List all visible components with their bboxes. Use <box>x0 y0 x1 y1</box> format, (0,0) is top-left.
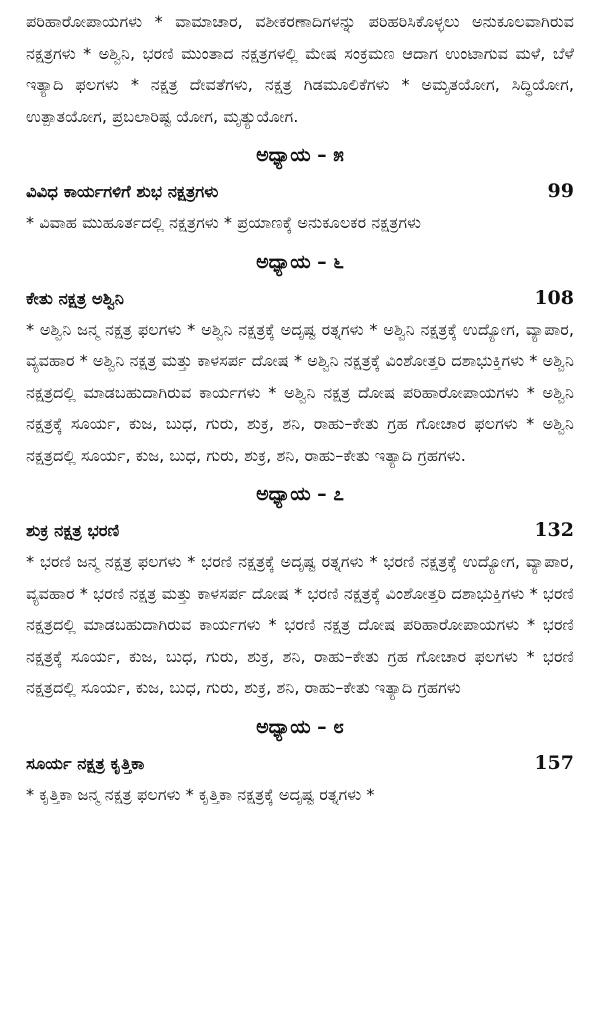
entry-description-8: * ಕೃತ್ತಿಕಾ ಜನ್ಮ ನಕ್ಷತ್ರ ಫಲಗಳು * ಕೃತ್ತಿಕಾ ನಕ್ಷತ್ರಕ್ಕೆ ಅದೃಷ್ಟ ರತ್ನಗಳು * <box>26 784 375 804</box>
toc-entry-6 <box>26 283 574 314</box>
chapter-heading-8: ಅಧ್ಯಾಯ – ೮ <box>256 715 344 738</box>
entry-description-6: * ಅಶ್ವಿನಿ ಜನ್ಮ ನಕ್ಷತ್ರ ಫಲಗಳು * ಅಶ್ವಿನಿ ನಕ್ಷತ್ರಕ್ಕೆ ಅದೃಷ್ಟ ರತ್ನಗಳು * ಅಶ್ವಿನಿ ನಕ್ಷತ್ರಕ್ಕೆ ಉದ್ಯೋಗ, ವ್ಯಾಪಾರ, ವ್ಯವಹಾರ * ಅಶ್ವಿನಿ ನಕ್ಷತ್ರ ಮತ್ತು ಕಾಳಸರ್ಪ ದೋಷ * ಅಶ್ವಿನಿ ನಕ್ಷತ್ರಕ್ಕೆ ವಿಂಶೋತ್ತರಿ ದಶಾಭುಕ್ತಿಗಳು * ಅಶ್ವಿನಿ ನಕ್ಷತ್ರದಲ್ಲಿ ಮಾಡಬಹುದಾಗಿರುವ ಕಾರ್ಯಗಳು * ಅಶ್ವಿನಿ ನಕ್ಷತ್ರ ದೋಷ ಪರಿಹಾರೋಪಾಯಗಳು * ಅಶ್ವಿನಿ ನಕ್ಷತ್ರಕ್ಕೆ ಸೂರ್ಯ, ಕುಜ, ಬುಧ, ಗುರು, ಶುಕ್ರ, ಶನಿ, ರಾಹು–ಕೇತು ಗ್ರಹ ಗೋಚಾರ ಫಲಗಳು * ಅಶ್ವಿನಿ ನಕ್ಷತ್ರದಲ್ಲಿ ಸೂರ್ಯ, ಕುಜ, ಬುಧ, ಗುರು, ಶುಕ್ರ, ಶನಿ, ರಾಹು–ಕೇತು ಇತ್ಯಾದಿ ಗ್ರಹಗಳು. <box>26 319 574 465</box>
entry-title: ವಿವಿಧ ಕಾರ್ಯಗಳಿಗೆ ಶುಭ ನಕ್ಷತ್ರಗಳು <box>26 182 219 201</box>
entry-description-7: * ಭರಣಿ ಜನ್ಮ ನಕ್ಷತ್ರ ಫಲಗಳು * ಭರಣಿ ನಕ್ಷತ್ರಕ್ಕೆ ಅದೃಷ್ಟ ರತ್ನಗಳು * ಭರಣಿ ನಕ್ಷತ್ರಕ್ಕೆ ಉದ್ಯೋಗ, ವ್ಯಾಪಾರ, ವ್ಯವಹಾರ * ಭರಣಿ ನಕ್ಷತ್ರ ಮತ್ತು ಕಾಳಸರ್ಪ ದೋಷ * ಭರಣಿ ನಕ್ಷತ್ರಕ್ಕೆ ವಿಂಶೋತ್ತರಿ ದಶಾಭುಕ್ತಿಗಳು * ಭರಣಿ ನಕ್ಷತ್ರದಲ್ಲಿ ಮಾಡಬಹುದಾಗಿರುವ ಕಾರ್ಯಗಳು * ಭರಣಿ ನಕ್ಷತ್ರ ದೋಷ ಪರಿಹಾರೋಪಾಯಗಳು * ಭರಣಿ ನಕ್ಷತ್ರಕ್ಕೆ ಸೂರ್ಯ, ಕುಜ, ಬುಧ, ಗುರು, ಶುಕ್ರ, ಶನಿ, ರಾಹು–ಕೇತು ಗ್ರಹ ಗೋಚಾರ ಫಲಗಳು * ಭರಣಿ ನಕ್ಷತ್ರದಲ್ಲಿ ಸೂರ್ಯ, ಕುಜ, ಬುಧ, ಗುರು, ಶುಕ್ರ, ಶನಿ, ರಾಹು–ಕೇತು ಇತ್ಯಾದಿ ಗ್ರಹಗಳು <box>26 552 574 697</box>
toc-entry-7 <box>26 515 574 546</box>
entry-title: ಶುಕ್ರ ನಕ್ಷತ್ರ ಭರಣಿ <box>26 521 120 540</box>
entry-title: ಸೂರ್ಯ ನಕ್ಷತ್ರ ಕೃತ್ತಿಕಾ <box>26 753 145 773</box>
entry-page-number: 157 <box>534 751 574 774</box>
entry-page-number: 99 <box>547 180 574 202</box>
entry-page-number: 108 <box>534 286 574 309</box>
toc-entry-8 <box>26 748 574 779</box>
entry-title: ಕೇತು ನಕ್ಷತ್ರ ಅಶ್ವಿನಿ <box>26 288 124 308</box>
toc-entry-5 <box>26 176 574 207</box>
intro-paragraph: ಪರಿಹಾರೋಪಾಯಗಳು * ವಾಮಾಚಾರ, ವಶೀಕರಣಾದಿಗಳನ್ನು ಪರಿಹರಿಸಿಕೊಳ್ಳಲು ಅನುಕೂಲವಾಗಿರುವ ನಕ್ಷತ್ರಗಳು * ಅಶ್ವಿನಿ, ಭರಣಿ ಮುಂತಾದ ನಕ್ಷತ್ರಗಳಲ್ಲಿ ಮೇಷ ಸಂಕ್ರಮಣ ಆದಾಗ ಉಂಟಾಗುವ ಮಳೆ, ಬೆಳೆ ಇತ್ಯಾದಿ ಫಲಗಳು * ನಕ್ಷತ್ರ ದೇವತೆಗಳು, ನಕ್ಷತ್ರ ಗಿಡಮೂಲಿಕೆಗಳು * ಅಮೃತಯೋಗ, ಸಿದ್ಧಿಯೋಗ, ಉತ್ಪಾತಯೋಗ, ಪ್ರಬಲಾರಿಷ್ಟ ಯೋಗ, ಮೃತ್ಯುಯೋಗ. <box>26 12 574 126</box>
chapter-heading-5: ಅಧ್ಯಾಯ – ೫ <box>256 144 344 166</box>
entry-page-number: 132 <box>534 519 574 541</box>
chapter-heading-6: ಅಧ್ಯಾಯ – ೬ <box>256 250 344 273</box>
entry-description-5: * ವಿವಾಹ ಮುಹೂರ್ತದಲ್ಲಿ ನಕ್ಷತ್ರಗಳು * ಪ್ರಯಾಣಕ್ಕೆ ಅನುಕೂಲಕರ ನಕ್ಷತ್ರಗಳು <box>26 213 422 232</box>
chapter-heading-7: ಅಧ್ಯಾಯ – ೭ <box>256 483 344 505</box>
